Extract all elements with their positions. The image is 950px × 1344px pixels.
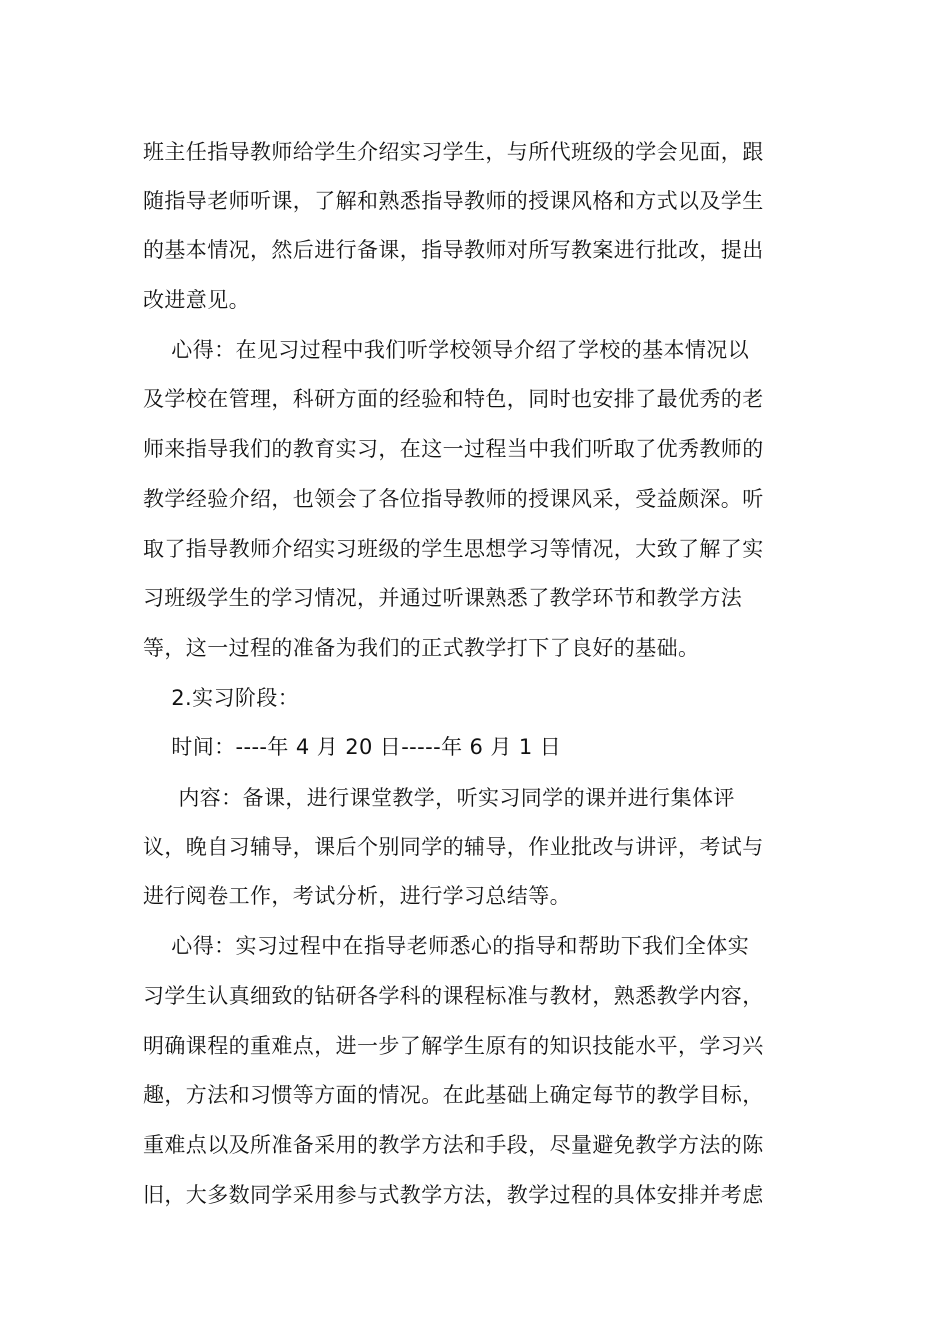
text-line: 随指导老师听课，了解和熟悉指导教师的授课风格和方式以及学生 (143, 189, 764, 213)
section-heading: 2.实习阶段： (143, 686, 300, 710)
text-line: 旧，大多数同学采用参与式教学方法，教学过程的具体安排并考虑 (143, 1183, 764, 1207)
text-line: 内容：备课，进行课堂教学，听实习同学的课并进行集体评 (143, 786, 735, 810)
text-line: 取了指导教师介绍实习班级的学生思想学习等情况，大致了解了实 (143, 537, 764, 561)
time-line: 时间：----年 4 月 20 日-----年 6 月 1 日 (143, 735, 562, 759)
text-line: 师来指导我们的教育实习，在这一过程当中我们听取了优秀教师的 (143, 437, 764, 461)
text-line: 改进意见。 (143, 288, 250, 312)
text-line: 等，这一过程的准备为我们的正式教学打下了良好的基础。 (143, 636, 700, 660)
text-line: 及学校在管理，科研方面的经验和特色，同时也安排了最优秀的老 (143, 387, 764, 411)
text-line: 班主任指导教师给学生介绍实习学生，与所代班级的学会见面，跟 (143, 140, 764, 164)
text-line: 心得：实习过程中在指导老师悉心的指导和帮助下我们全体实 (143, 934, 750, 958)
text-line: 的基本情况，然后进行备课，指导教师对所写教案进行批改，提出 (143, 238, 764, 262)
text-line: 重难点以及所准备采用的教学方法和手段，尽量避免教学方法的陈 (143, 1133, 764, 1157)
text-line: 心得：在见习过程中我们听学校领导介绍了学校的基本情况以 (143, 338, 750, 362)
text-line: 习班级学生的学习情况，并通过听课熟悉了教学环节和教学方法 (143, 586, 743, 610)
text-line: 趣，方法和习惯等方面的情况。在此基础上确定每节的教学目标， (143, 1083, 764, 1107)
text-line: 进行阅卷工作，考试分析，进行学习总结等。 (143, 884, 571, 908)
text-line: 明确课程的重难点，进一步了解学生原有的知识技能水平，学习兴 (143, 1034, 764, 1058)
text-line: 习学生认真细致的钻研各学科的课程标准与教材，熟悉教学内容， (143, 984, 764, 1008)
text-line: 教学经验介绍，也领会了各位指导教师的授课风采，受益颇深。听 (143, 487, 764, 511)
text-line: 议，晚自习辅导，课后个别同学的辅导，作业批改与讲评，考试与 (143, 835, 764, 859)
